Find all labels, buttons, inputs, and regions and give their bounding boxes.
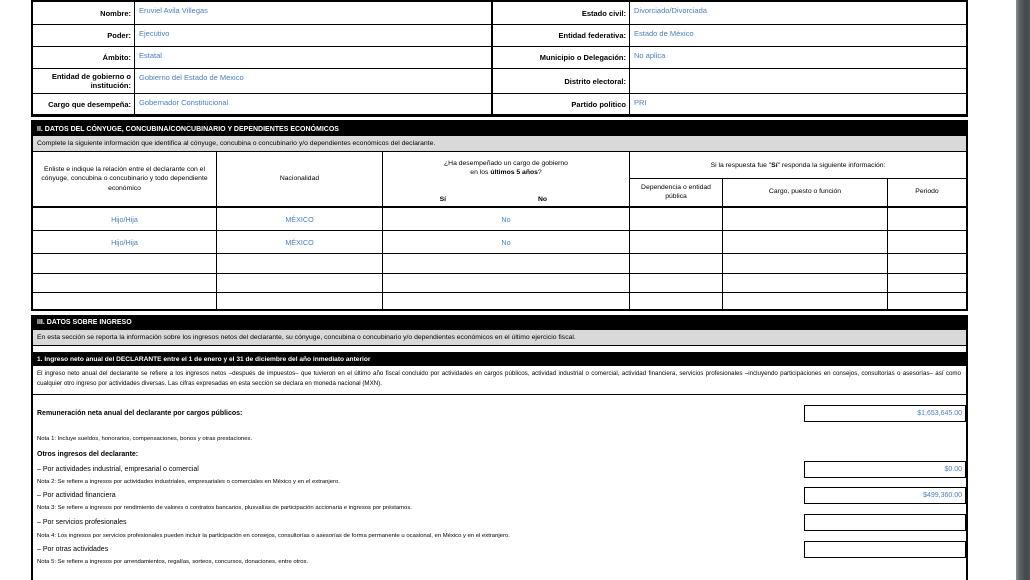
cell-nacionalidad[interactable] (217, 293, 383, 309)
dependent-row (33, 231, 966, 254)
column-header-cargo-gobierno (383, 152, 630, 206)
label-otras-actividades: – Por otras actividades (37, 545, 109, 553)
section2-header-row (33, 152, 966, 208)
personal-data-table (31, 0, 968, 117)
cell-relacion[interactable]: Hijo/Hija (33, 231, 217, 253)
label-nombre: Nombre: (33, 2, 135, 24)
cell-cargo[interactable] (723, 254, 888, 273)
field-value-partido-politico[interactable]: PRI (634, 98, 647, 107)
question-line1: ¿Ha desempeñado un cargo de gobierno (444, 160, 568, 167)
dependent-row (33, 293, 966, 309)
section3-title-bar: III. DATOS SOBRE INGRESO (33, 315, 966, 330)
column-header-dependencia: Dependencia o entidad pública (630, 179, 723, 206)
label-distrito-electoral: Distrito electoral: (493, 69, 630, 93)
window-right-edge (1016, 0, 1030, 580)
table-row (33, 25, 966, 47)
cell-cargo[interactable] (723, 208, 888, 230)
label-actividad-financiera: – Por actividad financiera (37, 491, 116, 499)
cell-relacion[interactable] (33, 254, 217, 273)
cell-dependencia[interactable] (630, 274, 723, 292)
cell-dependencia[interactable] (630, 254, 723, 273)
cell-periodo[interactable] (888, 293, 966, 309)
subsection1-description: El ingreso neto anual del declarante se refiere a los ingresos netos –después de impuestos– que tuvieron en el último año fiscal concluido por actividades en cargos públicos, actividad industrial o comercial, actividad financiera, servicios profesionales –incluyendo participaciones en consejos, consultorías o asesorías– así como cualquier otro ingreso por actividades diversas. Las cifras expresadas en esta sección se declara en moneda nacional (MXN). (33, 366, 966, 395)
cell-dependencia[interactable] (630, 231, 723, 253)
subsection1-title-bar: 1. Ingreso neto anual del DECLARANTE entre el 1 de enero y el 31 de diciembre del año inmediato anterior (33, 352, 966, 366)
cell-nacionalidad[interactable] (217, 254, 383, 273)
field-value-nombre[interactable]: Eruviel Avila Villegas (135, 2, 493, 24)
dependent-row (33, 254, 966, 274)
label-entidad-federativa: Entidad federativa: (493, 25, 630, 46)
field-value-municipio[interactable]: No aplica (634, 51, 666, 60)
question-line2: en los últimos 5 años? (470, 169, 542, 177)
income-row-actividad-financiera (33, 487, 966, 504)
conditional-info-group (630, 152, 966, 206)
income-row-servicios-profesionales (33, 514, 966, 531)
cell-nacionalidad[interactable]: MÉXICO (217, 208, 383, 230)
field-value-poder[interactable]: Ejecutivo (135, 25, 493, 46)
section-conyuge-dependientes (31, 120, 968, 311)
income-row-actividades-industrial (33, 461, 966, 478)
cell-dependencia[interactable] (630, 208, 723, 230)
label-estado-civil: Estado civil: (493, 2, 630, 24)
cell-respuesta[interactable] (383, 254, 630, 273)
dependent-row (33, 208, 966, 231)
cell-relacion[interactable] (33, 293, 217, 309)
column-header-cargo-puesto: Cargo, puesto o función (723, 179, 888, 206)
cell-dependencia[interactable] (630, 293, 723, 309)
section-datos-ingreso (31, 315, 968, 580)
column-header-periodo: Periodo (915, 188, 939, 196)
heading-otros-ingresos: Otros ingresos del declarante: (37, 450, 139, 458)
cell-respuesta[interactable]: No (383, 231, 630, 253)
value-box-actividad-financiera[interactable]: $499,360.00 (804, 487, 966, 504)
label-cargo: Cargo que desempeña: (33, 94, 135, 114)
field-value-entidad-federativa[interactable]: Estado de México (634, 29, 694, 38)
nota-5: Nota 5: Se refiere a ingresos por arrendamientos, regalías, sorteos, concursos, donaciones, entre otros. (37, 558, 309, 565)
label-remuneracion: Remuneración neta anual del declarante por cargos públicos: (37, 409, 243, 417)
table-row (33, 2, 966, 25)
label-municipio: Municipio o Delegación: (493, 47, 630, 68)
field-value-cargo[interactable]: Gobernador Constitucional (135, 94, 493, 114)
cell-periodo[interactable] (888, 208, 966, 230)
cell-cargo[interactable] (723, 274, 888, 292)
value-box-remuneracion[interactable]: $1,653,645.00 (804, 405, 966, 422)
cell-relacion[interactable] (33, 274, 217, 292)
section2-title-bar: II. DATOS DEL CÓNYUGE, CONCUBINA/CONCUBINARIO Y DEPENDIENTES ECONÓMICOS (33, 122, 966, 136)
label-entidad-gobierno: Entidad de gobierno o institución: (33, 69, 135, 93)
section2-subtitle-bar: Complete la siguiente información que identifica al cónyuge, concubina o concubinario y/o dependientes económicos del declarante. (33, 136, 966, 152)
nota-3: Nota 3: Se refiere a ingresos por rendimiento de valores o contratos bancarios, plusvalías de participación accionaria e ingresos por préstamos. (37, 504, 412, 511)
no-column-label: No (537, 195, 548, 203)
nota-2: Nota 2: Se refiere a ingresos por actividades industriales, empresariales o comerciales en México y en el extranjero. (37, 478, 340, 485)
si-column-label: Sí (439, 195, 446, 203)
group-header-si-respuesta: Si la respuesta fue "Sí" responda la siguiente información: (630, 152, 966, 179)
nota-4: Nota 4: Los ingresos por servicios profesionales pueden incluir la participación en consejos, consultorías o asesorías de forma permanente u ocasional, en México y en el extranjero. (37, 532, 510, 539)
column-header-relacion: Enliste e indique la relación entre el declarante con el cónyuge, concubina o concubinario y todo dependiente económico (33, 152, 217, 206)
cell-respuesta[interactable] (383, 274, 630, 292)
field-value-distrito-electoral[interactable] (630, 69, 966, 93)
cell-nacionalidad[interactable]: MÉXICO (217, 231, 383, 253)
group-subheaders (630, 179, 966, 206)
label-poder: Poder: (33, 25, 135, 46)
income-row-otras-actividades (33, 541, 966, 558)
income-row-remuneracion (33, 405, 966, 422)
label-servicios-profesionales: – Por servicios profesionales (37, 518, 127, 526)
table-row (33, 94, 966, 114)
value-box-otras-actividades[interactable] (804, 541, 966, 558)
cell-respuesta[interactable] (383, 293, 630, 309)
value-box-actividades-industrial[interactable]: $0.00 (804, 461, 966, 478)
section3-subtitle-bar: En esta sección se reporta la información sobre los ingresos netos del declarante, su cónyuge, concubina o concubinario y/o dependientes económicos en el último ejercicio fiscal. (33, 330, 966, 346)
cell-cargo[interactable] (723, 231, 888, 253)
cell-periodo[interactable] (888, 231, 966, 253)
cell-nacionalidad[interactable] (217, 274, 383, 292)
cell-respuesta[interactable]: No (383, 208, 630, 230)
field-value-ambito[interactable]: Estatal (135, 47, 493, 68)
label-partido-politico: Partido politico (493, 94, 630, 114)
cell-periodo[interactable] (888, 274, 966, 292)
cell-periodo[interactable] (888, 254, 966, 273)
nota-1: Nota 1: Incluye sueldos, honorarios, compensaciones, bonos y otras prestaciones. (37, 435, 253, 442)
income-fields-area (33, 405, 966, 565)
label-actividades-industrial: – Por actividades industrial, empresarial o comercial (37, 465, 199, 473)
label-ambito: Ámbito: (33, 47, 135, 68)
field-value-estado-civil[interactable]: Divorciado/Divorciada (634, 6, 707, 15)
cell-cargo[interactable] (723, 293, 888, 309)
value-box-servicios-profesionales[interactable] (804, 514, 966, 531)
table-row (33, 69, 966, 94)
field-value-entidad-gobierno[interactable]: Gobierno del Estado de Mexico (135, 69, 493, 93)
table-row (33, 47, 966, 69)
column-header-nacionalidad: Nacionalidad (217, 152, 383, 206)
dependent-row (33, 274, 966, 293)
cell-relacion[interactable]: Hijo/Hija (33, 208, 217, 230)
